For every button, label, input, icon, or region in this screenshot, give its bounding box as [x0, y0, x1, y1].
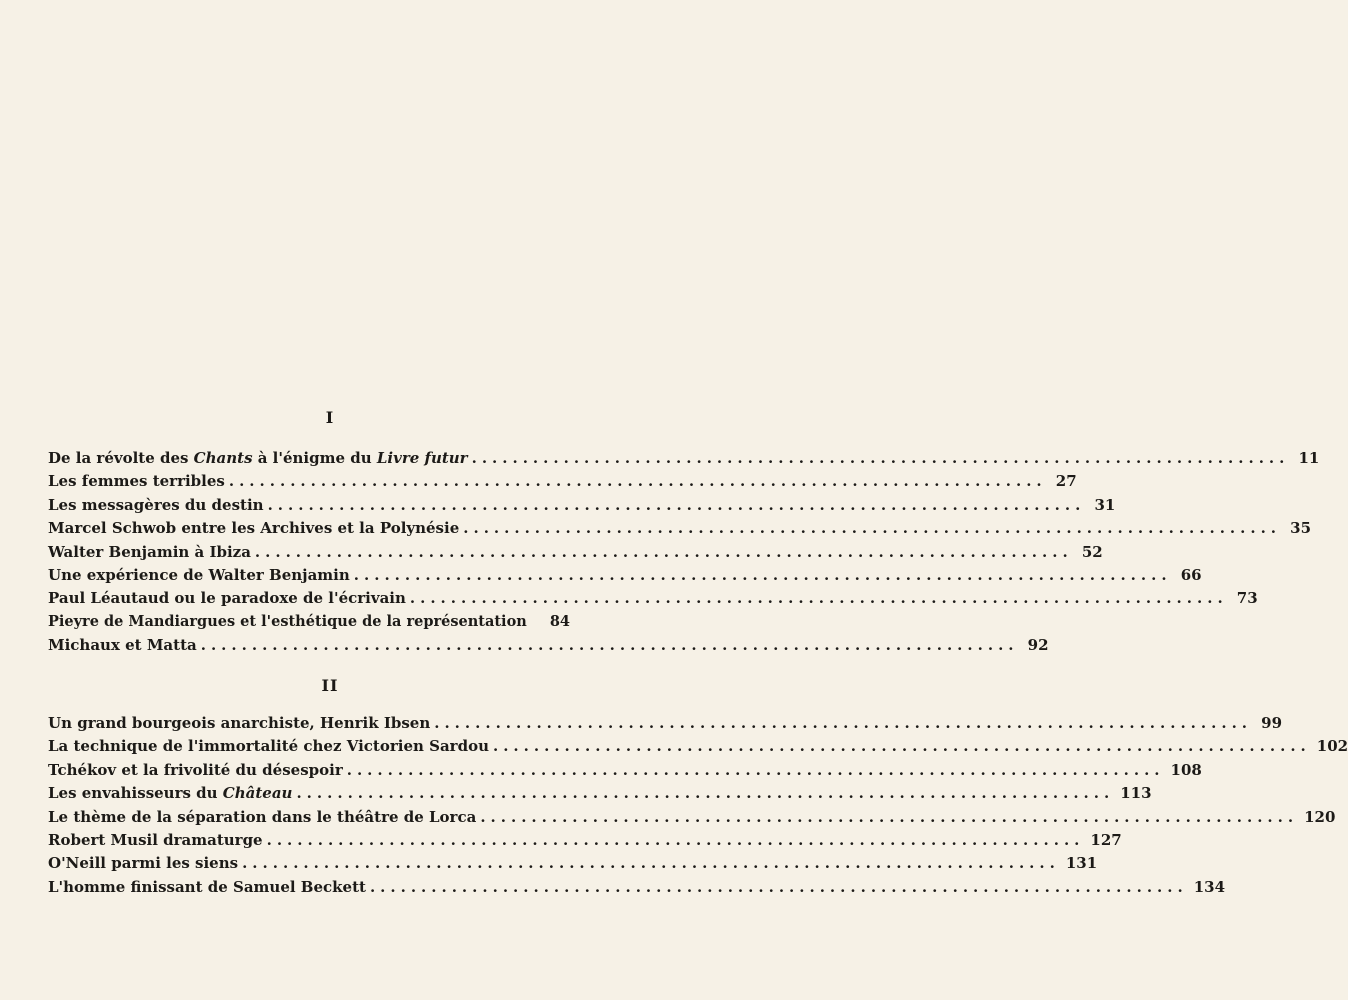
toc-entry-title	[48, 496, 264, 514]
toc-entry-title	[48, 761, 343, 779]
toc-entry-title-text: Robert Musil dramaturge	[48, 830, 263, 849]
toc-entry-title-text: O'Neill parmi les siens	[48, 854, 239, 873]
toc-dot-leader: ................................................................................	[200, 636, 1019, 655]
toc-dot-leader: ................................................................................	[434, 714, 1253, 732]
toc-dot-leader: ................................................................................	[242, 854, 1060, 873]
toc-entry-title	[48, 589, 406, 607]
toc-entry-title-text: Les femmes terribles	[48, 472, 225, 491]
toc-dot-leader: ................................................................................	[480, 807, 1299, 826]
toc-page-number: 73	[1236, 589, 1258, 608]
toc-dot-leader: ................................................................................	[267, 495, 1086, 514]
toc-page-number: 120	[1304, 807, 1336, 826]
toc-entry-title-text: Michaux et Matta	[48, 636, 197, 655]
toc-entry-title	[48, 519, 459, 537]
toc-page-number: 11	[1298, 449, 1320, 467]
toc-dot-leader: ................................................................................	[463, 519, 1282, 538]
toc-entry-title-text: Tchékov et la frivolité du désespoir	[48, 760, 343, 779]
toc-entry-title	[48, 808, 476, 826]
toc-dot-leader: ................................................................................	[369, 877, 1188, 896]
toc-page-number: 92	[1027, 636, 1049, 655]
toc-entry-title	[48, 636, 197, 654]
toc-entry	[48, 589, 1258, 612]
toc-entry	[48, 784, 1152, 807]
toc-dot-leader: ................................................................................	[353, 565, 1172, 584]
toc-entry-title-text: Les envahisseurs du	[48, 784, 223, 803]
toc-entry-title-text: à l'énigme du	[252, 449, 377, 467]
toc-page-number: 108	[1170, 760, 1202, 779]
toc-entry-title	[48, 831, 263, 849]
toc-entry-title-text: L'homme finissant de Samuel Beckett	[48, 877, 366, 896]
toc-entry-title-text: Walter Benjamin à Ibiza	[48, 542, 251, 561]
toc-entry	[48, 714, 1283, 737]
toc-entry	[48, 877, 1226, 901]
toc-page-number: 131	[1065, 854, 1098, 873]
toc-page-number: 99	[1261, 714, 1283, 732]
toc-entry-title	[48, 566, 350, 584]
toc-page-number: 31	[1094, 495, 1116, 514]
toc-entry-title-text: Paul Léautaud ou le paradoxe de l'écrivain	[48, 589, 406, 608]
toc-page-number: 66	[1180, 565, 1202, 584]
toc-entry	[48, 636, 1049, 659]
section-heading-ii: II	[321, 676, 339, 695]
toc-entry-title-text: Le thème de la séparation dans le théâtre de Lorca	[48, 807, 477, 826]
toc-entry-title	[48, 714, 430, 732]
toc-entry-title	[48, 472, 225, 490]
toc-dot-leader: ................................................................................	[266, 830, 1085, 849]
toc-page-number: 84	[549, 612, 570, 630]
toc-page-number: 102	[1316, 737, 1348, 756]
toc-page-number: 27	[1055, 472, 1077, 491]
toc-entry	[48, 760, 1202, 784]
toc-entry	[48, 565, 1202, 589]
toc-entry	[48, 472, 1077, 495]
toc-entry-title	[48, 737, 489, 755]
toc-entry-title-text: Les messagères du destin	[48, 495, 264, 514]
toc-dot-leader: ................................................................................	[346, 760, 1165, 779]
toc-entry-title-italic: Château	[222, 784, 293, 803]
toc-entry	[48, 613, 570, 636]
toc-dot-leader: ................................................................................	[471, 449, 1290, 467]
toc-entry-title	[48, 449, 468, 467]
toc-entry-title	[48, 854, 238, 872]
toc-entry	[48, 542, 1103, 566]
toc-entry-title-text: Pieyre de Mandiargues et l'esthétique de la représentation	[48, 612, 527, 630]
toc-entry-title-text: Une expérience de Walter Benjamin	[48, 565, 350, 584]
toc-entry	[48, 737, 1348, 760]
toc-page-number: 127	[1090, 830, 1122, 849]
toc-dot-leader: ................................................................................	[409, 589, 1228, 608]
toc-page-number: 134	[1193, 877, 1226, 896]
toc-entry	[48, 807, 1336, 831]
toc-entry-title	[48, 784, 292, 802]
toc-section-ii	[48, 714, 1348, 901]
toc-page-number: 35	[1290, 519, 1312, 538]
section-heading-i: I	[325, 408, 335, 427]
toc-entry	[48, 854, 1098, 877]
toc-dot-leader: ................................................................................	[296, 784, 1115, 803]
toc-entry-title-italic: Chants	[193, 449, 253, 467]
toc-entry-title-italic: Livre futur	[376, 449, 468, 467]
toc-entry-title	[48, 613, 527, 630]
toc-dot-leader: ................................................................................	[254, 542, 1073, 561]
toc-entry	[48, 495, 1116, 519]
toc-entry	[48, 449, 1320, 472]
toc-entry-title	[48, 878, 366, 896]
toc-dot-leader: ................................................................................	[228, 472, 1047, 491]
toc-section-i	[48, 449, 1320, 660]
toc-entry-title-text: De la révolte des	[48, 449, 194, 467]
toc-entry-title-text: Marcel Schwob entre les Archives et la Polynésie	[48, 519, 460, 538]
toc-entry	[48, 830, 1122, 854]
toc-entry-title-text: La technique de l'immortalité chez Victorien Sardou	[48, 737, 489, 756]
toc-page-number: 52	[1081, 542, 1103, 561]
toc-entry-title-text: Un grand bourgeois anarchiste, Henrik Ibsen	[48, 714, 431, 732]
toc-page-number: 113	[1120, 784, 1152, 803]
toc-entry	[48, 519, 1312, 542]
toc-dot-leader: ................................................................................	[492, 737, 1311, 756]
toc-entry-title	[48, 543, 251, 561]
